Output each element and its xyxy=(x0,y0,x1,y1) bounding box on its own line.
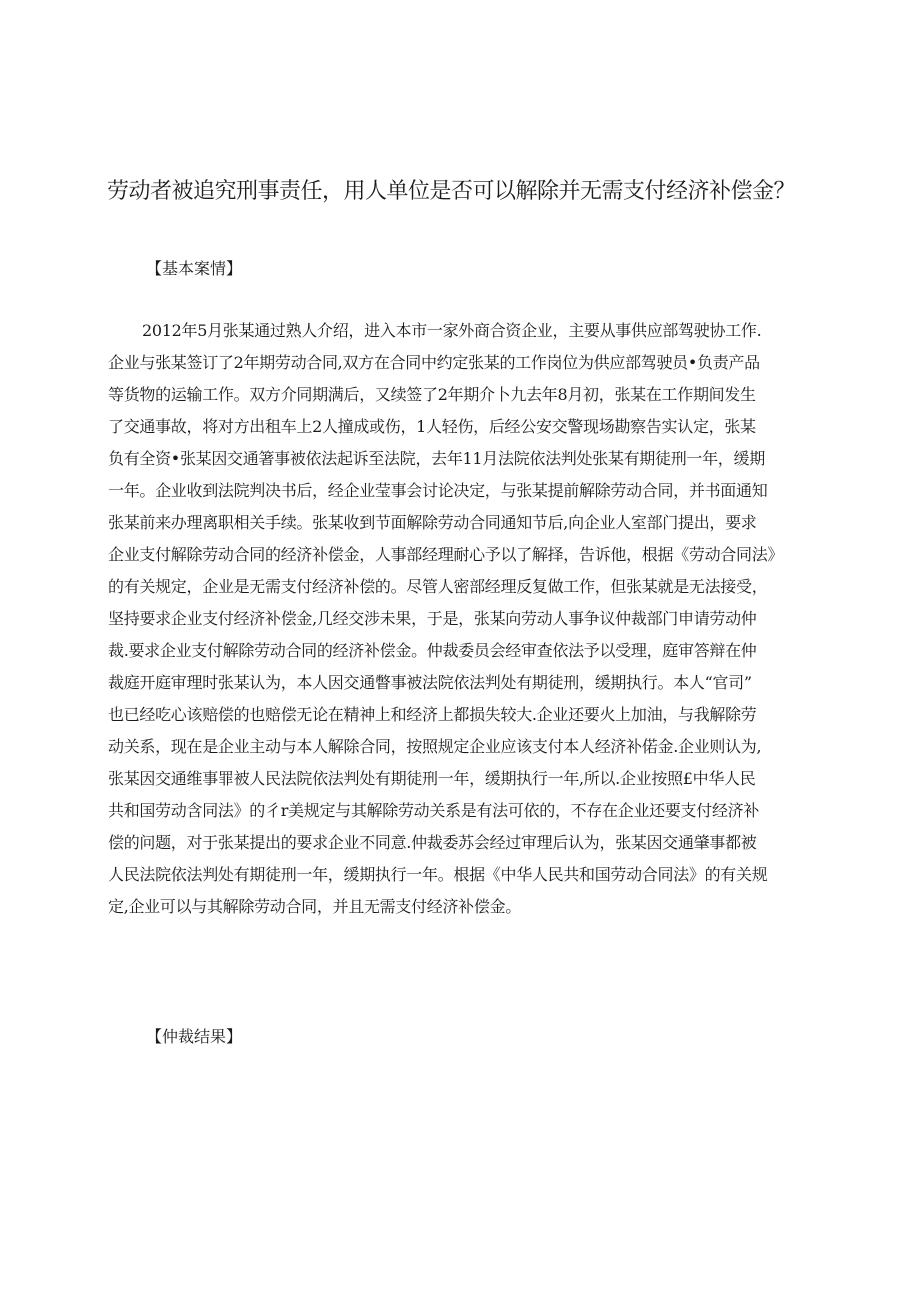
paragraph-line: 也已经吃心该赔偿的也赔偿无论在精神上和经济上都损失较大.企业还要火上加油，与我解除劳 xyxy=(108,705,757,724)
paragraph-line: 张某因交通维事罪被人民法院依法判处有期徒刑一年，缓期执行一年,所以.企业按照£中华人民 xyxy=(108,769,756,788)
paragraph-line: 偿的问题，对于张某提出的要求企业不同意.仲裁委苏会经过审理后认为，张某因交通肇事都被 xyxy=(108,833,757,852)
paragraph-line: 企业支付解除劳动合同的经济补偿金，人事部经理耐心予以了解择，告诉他，根据《劳动合同法》 xyxy=(108,545,784,564)
paragraph-line: 张某前来办理离职相关手续。张某收到节面解除劳动合同通知节后,向企业人室部门提出，要求 xyxy=(108,513,757,532)
paragraph-line: 裁庭开庭审理时张某认为，本人因交通瞥事被法院依法判处有期徒刑，缓期执行。本人“官司” xyxy=(108,673,752,692)
paragraph-line: 定,企业可以与其解除劳动合同，并且无需支付经济补偿金。 xyxy=(108,897,521,916)
paragraph-line: 坚持要求企业支付经济补偿金,几经交涉未果，于是，张某向劳动人事争议仲裁部门申请劳动仲 xyxy=(108,609,757,628)
section-heading-arbitration-result: 【仲裁结果】 xyxy=(146,1027,243,1046)
paragraph-line: 负有全资•张某因交通箸事被依法起诉至法院，去年11月法院依法判处张某有期徒刑一年，缓期 xyxy=(108,449,765,468)
paragraph-line: 的有关规定，企业是无需支付经济补偿的。尽管人密部经理反复做工作，但张某就是无法接受， xyxy=(108,577,768,596)
paragraph-line: 2012年5月张某通过熟人介绍，进入本市一家外商合资企业，主要从事供应部驾驶协工作. xyxy=(142,321,762,340)
paragraph-line: 一年。企业收到法院判决书后，经企业莹事会讨论决定，与张某提前解除劳动合同，并书面通知 xyxy=(108,481,768,500)
document-title: 劳动者被追究刑事责任，用人单位是否可以解除并无需支付经济补偿金？ xyxy=(107,179,796,204)
paragraph-line: 裁.要求企业支付解除劳动合同的经济补偿金。仲裁委员会经审查依法予以受理，庭审答辩在仲 xyxy=(108,641,757,660)
section-heading-basic-case: 【基本案情】 xyxy=(146,259,243,278)
paragraph-line: 共和国劳动含同法》的彳r美规定与其解除劳动关系是有法可依的，不存在企业还要支付经济补 xyxy=(108,801,760,820)
paragraph-line: 动关系，现在是企业主动与本人解除合同，按照规定企业应该支付本人经济补偌金.企业则认为, xyxy=(108,737,762,756)
case-body-paragraph xyxy=(108,315,828,923)
paragraph-line: 等货物的运输工作。双方介同期满后，又续签了2年期介卜九去年8月初，张某在工作期间发生 xyxy=(108,385,756,404)
paragraph-line: 了交通事故，将对方出租车上2人撞成或伤，1人轻伤，后经公安交警现场勘察告实认定，张某 xyxy=(108,417,756,436)
paragraph-line: 企业与张某签订了2年期劳动合同,双方在合同中约定张某的工作岗位为供应部驾驶员•负责产品 xyxy=(108,353,760,372)
paragraph-line: 人民法院依法判处有期徒刑一年，缓期执行一年。根据《中华人民共和国劳动合同法》的有关规 xyxy=(108,865,768,884)
